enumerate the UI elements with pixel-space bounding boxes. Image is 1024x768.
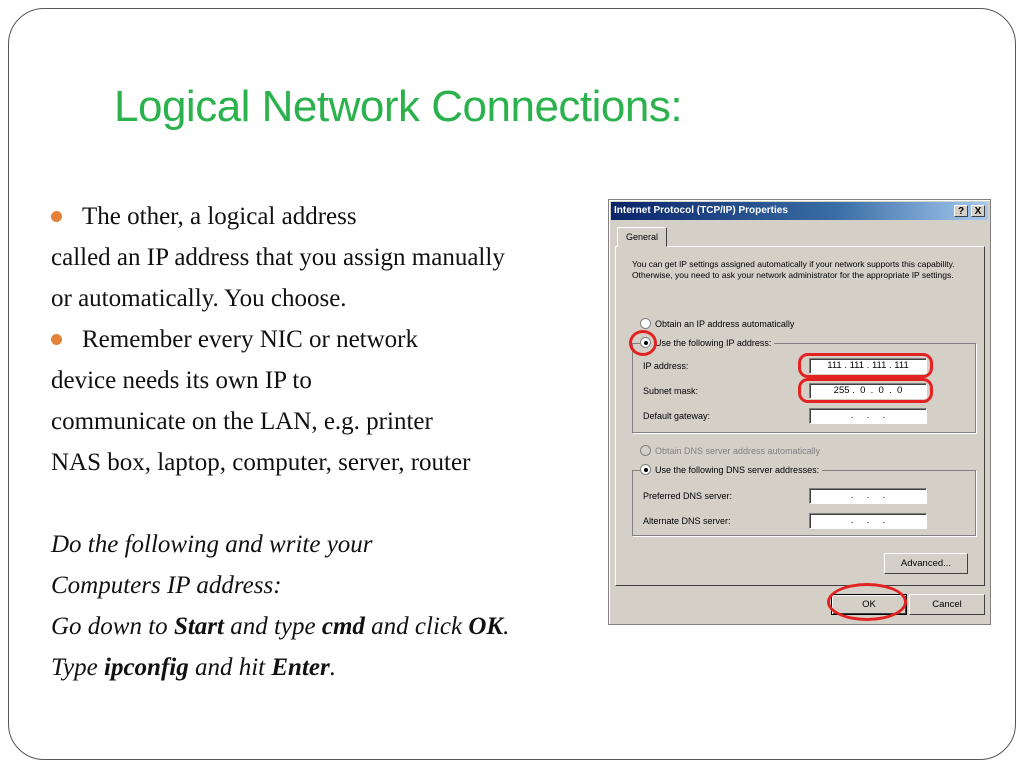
subnet-mask-field[interactable]: 255 . 0 . 0 . 0 bbox=[809, 383, 927, 399]
preferred-dns-label: Preferred DNS server: bbox=[643, 491, 733, 501]
bullet-icon bbox=[51, 211, 62, 222]
instruction-text: . bbox=[329, 654, 336, 681]
radio-selected-icon bbox=[640, 337, 651, 348]
panel-description: You can get IP settings assigned automatically if your network supports this capability. Otherwise, you need to ask your network administrator for the appropriate IP settings. bbox=[632, 259, 955, 280]
instruction-text: . bbox=[503, 613, 510, 640]
ip-address-label: IP address: bbox=[643, 361, 689, 371]
instruction-line: Computers IP address: bbox=[51, 572, 282, 599]
instruction-keyword: Enter bbox=[271, 654, 330, 681]
dialog-titlebar bbox=[611, 202, 988, 220]
body-line: communicate on the LAN, e.g. printer bbox=[51, 408, 433, 435]
radio-label: Obtain DNS server address automatically bbox=[655, 446, 821, 456]
default-gateway-label: Default gateway: bbox=[643, 411, 711, 421]
instruction-keyword: OK bbox=[468, 613, 504, 640]
general-panel bbox=[615, 246, 985, 586]
radio-use-dns[interactable] bbox=[640, 464, 822, 476]
body-line: or automatically. You choose. bbox=[51, 285, 347, 312]
dns-group bbox=[632, 470, 976, 536]
tab-general[interactable]: General bbox=[617, 227, 667, 247]
ip-address-field[interactable]: 111 . 111 . 111 . 111 bbox=[809, 358, 927, 374]
radio-selected-icon bbox=[640, 464, 651, 475]
instruction-text: and click bbox=[364, 613, 469, 640]
bullet-item bbox=[51, 196, 611, 237]
tcpip-properties-dialog bbox=[608, 199, 991, 625]
instruction-text: Type bbox=[51, 654, 104, 681]
alternate-dns-label: Alternate DNS server: bbox=[643, 516, 731, 526]
radio-use-ip[interactable] bbox=[640, 337, 774, 349]
instruction-text: Go down to bbox=[51, 613, 174, 640]
body-line: device needs its own IP to bbox=[51, 367, 312, 394]
default-gateway-field[interactable]: . . . bbox=[809, 408, 927, 424]
spacer bbox=[51, 483, 611, 524]
close-button[interactable]: X bbox=[971, 205, 985, 217]
help-button[interactable]: ? bbox=[954, 205, 968, 217]
instruction-keyword: ipconfig bbox=[104, 654, 189, 681]
radio-label: Use the following DNS server addresses: bbox=[655, 465, 820, 475]
radio-icon bbox=[640, 445, 651, 456]
instruction-line: Do the following and write your bbox=[51, 531, 373, 558]
radio-icon bbox=[640, 318, 651, 329]
cancel-button[interactable]: Cancel bbox=[909, 594, 985, 615]
alternate-dns-field[interactable]: . . . bbox=[809, 513, 927, 529]
radio-obtain-dns[interactable] bbox=[640, 445, 820, 457]
slide-title: Logical Network Connections: bbox=[114, 82, 683, 131]
slide-body bbox=[51, 196, 611, 688]
dialog-title: Internet Protocol (TCP/IP) Properties bbox=[614, 205, 788, 216]
bullet-item bbox=[51, 319, 611, 360]
subnet-mask-label: Subnet mask: bbox=[643, 386, 699, 396]
instruction-keyword: cmd bbox=[321, 613, 365, 640]
preferred-dns-field[interactable]: . . . bbox=[809, 488, 927, 504]
body-line: NAS box, laptop, computer, server, router bbox=[51, 449, 471, 476]
ip-address-group bbox=[632, 343, 976, 433]
body-line: Remember every NIC or network bbox=[82, 326, 418, 353]
instruction-line bbox=[51, 606, 611, 647]
body-line: called an IP address that you assign manually bbox=[51, 244, 505, 271]
radio-obtain-ip[interactable] bbox=[640, 318, 794, 330]
ok-button[interactable]: OK bbox=[831, 594, 907, 615]
radio-label: Use the following IP address: bbox=[655, 338, 772, 348]
instruction-line bbox=[51, 647, 611, 688]
instruction-text: and hit bbox=[188, 654, 272, 681]
body-line: The other, a logical address bbox=[82, 203, 357, 230]
bullet-icon bbox=[51, 334, 62, 345]
instruction-text: and type bbox=[223, 613, 322, 640]
advanced-button[interactable]: Advanced... bbox=[884, 553, 968, 574]
radio-label: Obtain an IP address automatically bbox=[655, 319, 795, 329]
instruction-keyword: Start bbox=[173, 613, 224, 640]
